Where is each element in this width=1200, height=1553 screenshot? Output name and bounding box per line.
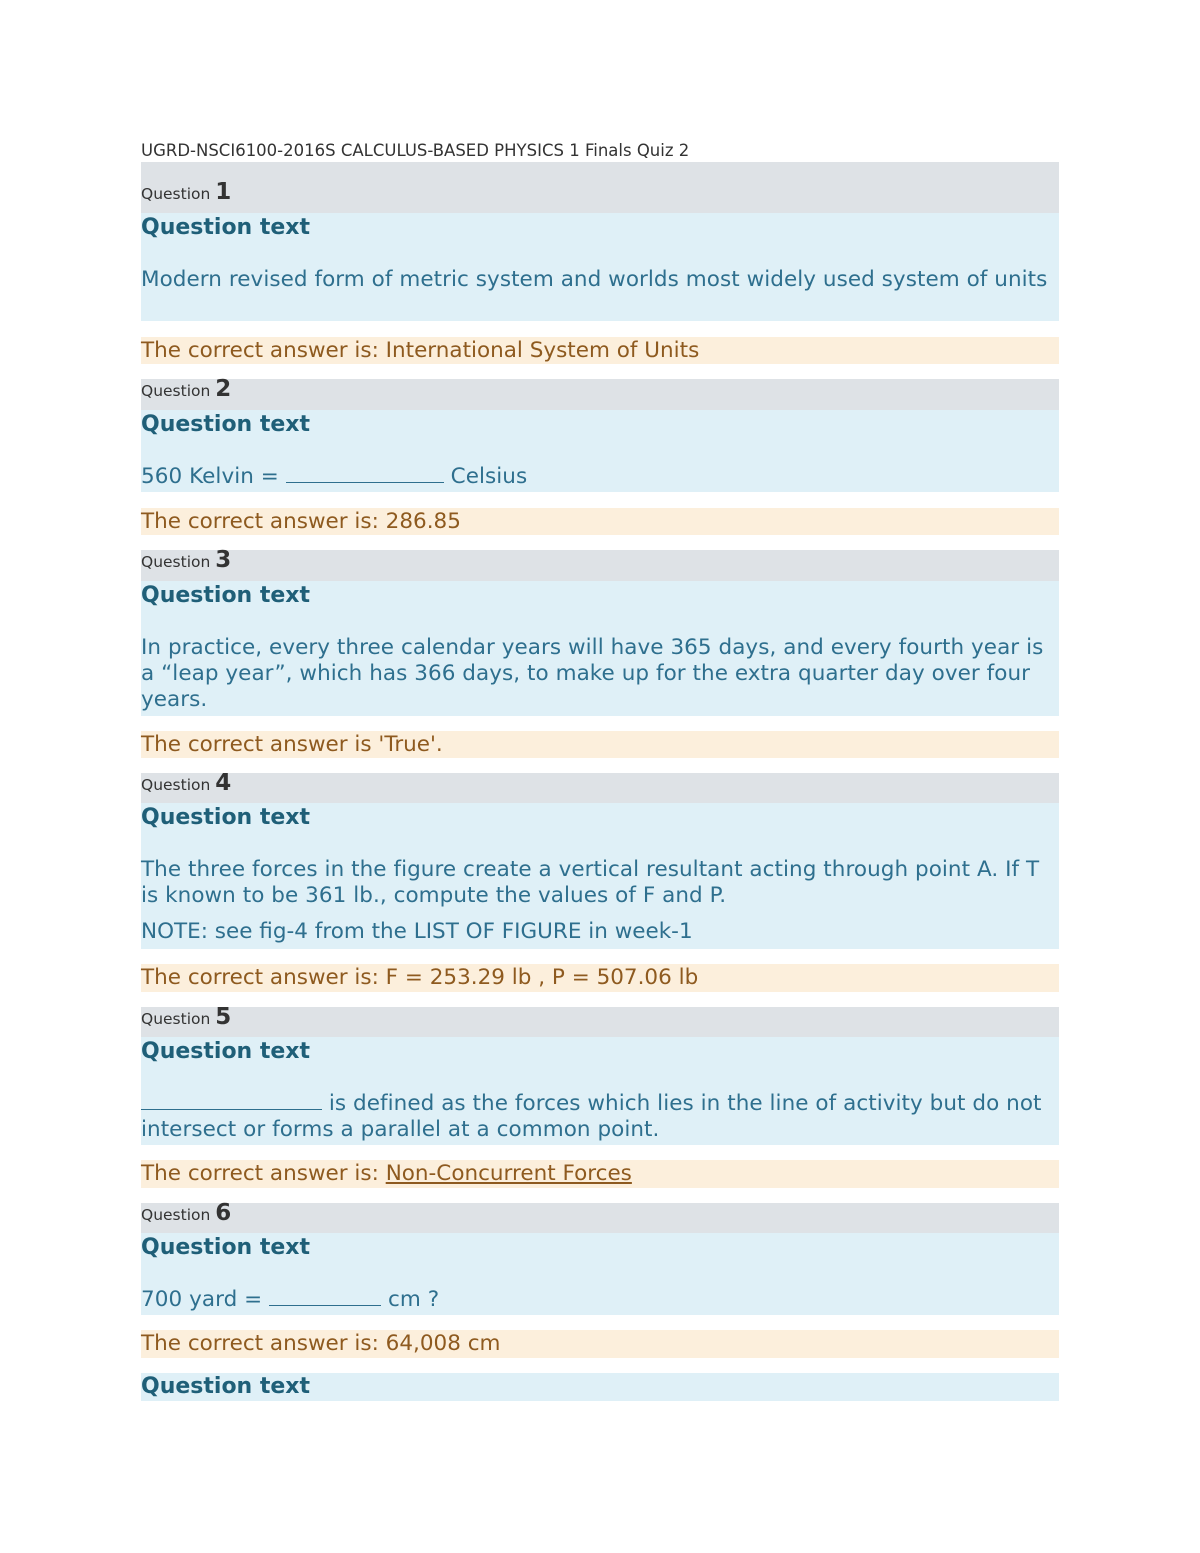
- question-body: [141, 1373, 1059, 1401]
- answer-blank: [141, 1091, 322, 1110]
- question-4: [141, 770, 1059, 992]
- question-text-after: Celsius: [443, 464, 528, 489]
- question-header: [141, 547, 1059, 581]
- question-7-partial: [141, 1373, 1059, 1401]
- question-1: [141, 162, 1059, 364]
- answer-link[interactable]: Non-Concurrent Forces: [385, 1161, 632, 1186]
- question-text-after: cm ?: [381, 1287, 440, 1312]
- answer-prefix: The correct answer is:: [141, 1161, 386, 1186]
- question-text: The three forces in the figure create a vertical resultant acting through point A. If T is known to be 361 lb., compute the values of F and P.: [141, 857, 1040, 908]
- question-text: [141, 1287, 1059, 1313]
- question-header: [141, 376, 1059, 410]
- question-word: Question: [141, 553, 211, 571]
- question-header: [141, 1200, 1059, 1233]
- correct-answer: The correct answer is 'True'.: [141, 731, 1059, 758]
- answer-blank: [269, 1287, 381, 1306]
- question-text: [141, 464, 1059, 490]
- question-2: [141, 376, 1059, 535]
- correct-answer: The correct answer is: 64,008 cm: [141, 1330, 1059, 1358]
- question-word: Question: [141, 1010, 211, 1028]
- question-text-before: 560 Kelvin =: [141, 464, 286, 489]
- question-header: [141, 770, 1059, 803]
- question-header: [141, 162, 1059, 213]
- correct-answer: The correct answer is: International System of Units: [141, 337, 1059, 364]
- question-body: [141, 410, 1059, 492]
- question-5: [141, 1004, 1059, 1188]
- question-word: Question: [141, 185, 211, 203]
- question-body: [141, 1233, 1059, 1315]
- question-note: NOTE: see fig-4 from the LIST OF FIGURE in week-1: [141, 919, 693, 944]
- question-body: [141, 581, 1059, 716]
- question-header: [141, 1004, 1059, 1037]
- question-3: [141, 547, 1059, 758]
- quiz-review-page: [141, 140, 1059, 1401]
- question-text-label: Question text: [141, 1039, 311, 1064]
- question-text-after: is defined as the forces which lies in the line of activity but do not intersect or forms a parallel at a common point.: [141, 1091, 1042, 1142]
- question-text-before: 700 yard =: [141, 1287, 270, 1312]
- question-word: Question: [141, 382, 211, 400]
- question-text: In practice, every three calendar years will have 365 days, and every fourth year is a “leap year”, which has 366 days, to make up for the extra quarter day over four years.: [141, 635, 1044, 712]
- question-word: Question: [141, 776, 211, 794]
- question-number: 4: [215, 770, 232, 796]
- question-number: 5: [215, 1004, 232, 1030]
- question-text-label: Question text: [141, 215, 311, 240]
- question-number: 3: [215, 547, 232, 573]
- correct-answer: [141, 1160, 1059, 1188]
- correct-answer: The correct answer is: 286.85: [141, 508, 1059, 535]
- question-text: Modern revised form of metric system and worlds most widely used system of units: [141, 267, 1048, 292]
- question-text-label: Question text: [141, 1374, 311, 1399]
- answer-blank: [286, 464, 444, 483]
- question-6: [141, 1200, 1059, 1358]
- question-number: 2: [215, 376, 232, 402]
- question-text: [141, 1091, 1059, 1143]
- question-number: 6: [215, 1200, 232, 1226]
- document-title: UGRD-NSCI6100-2016S CALCULUS-BASED PHYSICS 1 Finals Quiz 2: [141, 141, 690, 160]
- question-number: 1: [215, 179, 232, 205]
- correct-answer: The correct answer is: F = 253.29 lb , P = 507.06 lb: [141, 964, 1059, 992]
- question-text-label: Question text: [141, 1235, 311, 1260]
- question-body: [141, 1037, 1059, 1145]
- question-body: [141, 803, 1059, 949]
- question-text-label: Question text: [141, 412, 311, 437]
- question-text-label: Question text: [141, 583, 311, 608]
- question-body: [141, 213, 1059, 321]
- question-text-label: Question text: [141, 805, 311, 830]
- question-word: Question: [141, 1206, 211, 1224]
